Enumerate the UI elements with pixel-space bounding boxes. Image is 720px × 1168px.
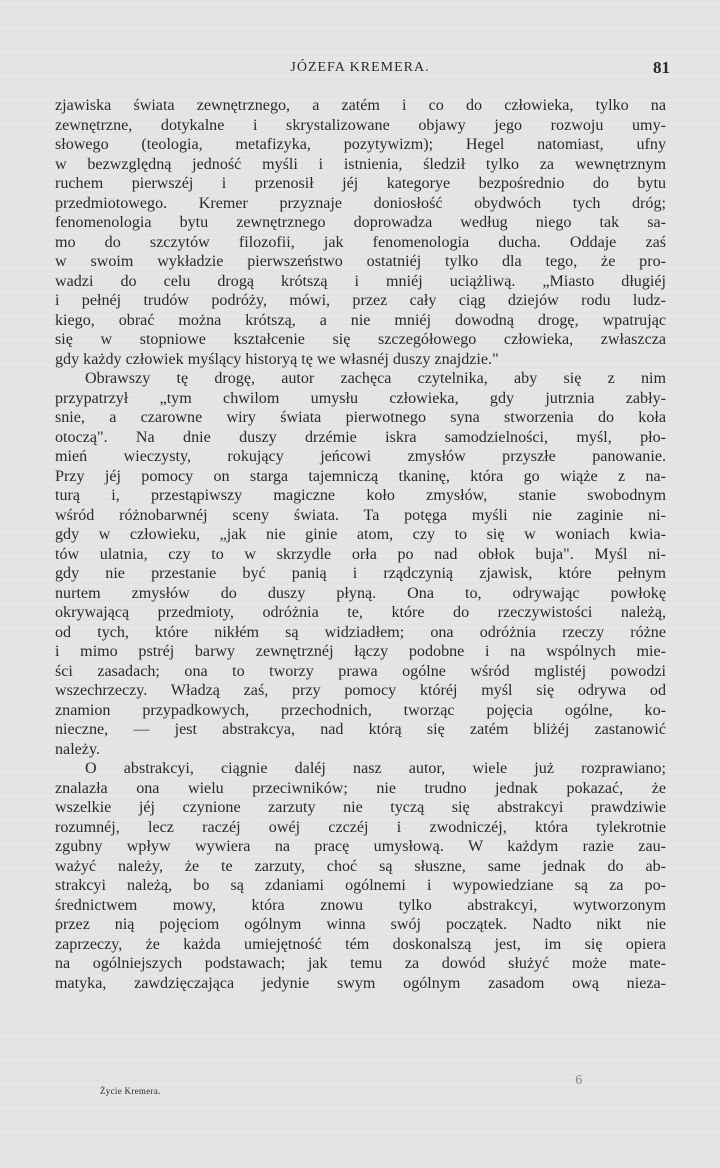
text-line: wszelkie jéj czynione zarzuty nie tyczą się abstrakcyi prawdziwie [55,799,666,816]
text-line: matyka, zawdzięczająca jedynie swym ogólnym zasadom ową nieza- [55,974,666,992]
text-line: na ogólniejszych podstawach; jak temu za dowód służyć może mate- [55,955,666,972]
text-line: O abstrakcyi, ciągnie daléj nasz autor, wiele już rozprawiano; [85,760,666,777]
text-line: nieczne, — jest abstrakcya, nad którą się zatém bliżéj zastanowić [55,721,666,738]
text-line: przedmiotowego. Kremer przyznaje doniosłość obydwóch tych dróg; [55,194,666,212]
text-line: fenomenologia bytu zewnętrznego doprowadza według niego tak sa- [55,214,666,231]
text-line: Przy jéj pomocy on starga tajemniczą tkaninę, która go wiąże z na- [55,467,666,485]
text-line: średnictwem mowy, która znowu tylko abstrakcyi, wytworzonym [55,896,666,914]
text-line: Obrawszy tę drogę, autor zachęca czytelnika, aby się z nim [85,370,666,387]
text-line: strakcyi należą, bo są zdaniami ogólnemi i wypowiedziane są za po- [55,877,666,894]
text-line: zaprzeczy, że każda umiejętność tém doskonalszą jest, im się opiera [55,935,666,953]
text-line: i mimo pstréj barwy zewnętrznéj łączy podobne i na wspólnych mie- [55,643,666,660]
text-line: gdy w człowieku, „jak nie ginie atom, czy to się w woniach kwia- [55,526,666,543]
text-line: ści zasadach; ona to tworzy prawa ogólne wśród mglistéj powodzi [55,662,666,680]
page-number: 81 [653,58,670,77]
text-line: znamion przypadkowych, przechodnich, tworząc pojęcia ogólne, ko- [55,701,666,719]
text-line: i pełnéj trudów podróży, mówi, przez cały ciąg dziejów rodu ludz- [55,292,666,309]
text-line: wszechrzeczy. Władzą zaś, przy pomocy któréj myśl się odrywa od [55,682,666,699]
text-line: nurtem zmysłów do duszy płyną. Ona to, odrywając powłokę [55,584,666,602]
body-text [55,96,666,993]
text-line: snie, a czarowne wiry świata pierwotnego syna stworzenia do koła [55,409,666,426]
text-line: okrywającą przedmioty, odróżnia te, które do rzeczywistości należą, [55,604,666,621]
text-line: otoczą". Na dnie duszy drzémie iskra samodzielności, myśl, pło- [55,428,666,446]
text-line: turą i, przestąpiwszy magiczne koło zmysłów, stanie swobodnym [55,487,666,504]
printer-mark: 6 [575,1073,583,1087]
text-line: znalazła ona wielu przeciwników; nie trudno jednak pokazać, że [55,779,666,797]
text-line: od tych, które nikłém są widziadłem; ona odróżnia rzeczy różne [55,623,666,641]
text-line: rozumnéj, lecz raczéj owéj czczéj i zwodniczéj, która tylekrotnie [55,818,666,836]
text-line: wadzi do celu drogą krótszą i mniéj uciążliwą. „Miasto długiéj [55,272,666,290]
text-line: się w stopniowe kształcenie się szczegółowego człowieka, zwłaszcza [55,331,666,348]
text-line: zjawiska świata zewnętrznego, a zatém i co do człowieka, tylko na [55,97,666,114]
text-line: w bezwzględną jedność myśli i istnienia, śledził tylko za wewnętrznym [55,155,666,173]
text-line: przez nią pojęciom ogólnym winna swój początek. Nadto nikt nie [55,916,666,933]
text-line: słowego (teologia, metafizyka, pozytywizm); Hegel natomiast, ufny [55,136,666,153]
text-line: wśród różnobarwnéj sceny świata. Ta potęga myśli nie zaginie ni- [55,506,666,524]
text-line: przypatrzył „tym chwilom umysłu człowieka, gdy jutrznia zabły- [55,389,666,407]
text-line: kiego, obrać można krótszą, a nie mniéj dowodną drogę, wpatrując [55,311,666,329]
text-line: ruchem pierwszéj i przenosił jéj kategorye bezpośrednio do bytu [55,175,666,192]
text-line: gdy nie przestanie być panią i rządczynią zjawisk, które pełnym [55,565,666,582]
text-line: ważyć należy, że te zarzuty, choć są słuszne, same jednak do ab- [55,857,666,875]
text-line: zgubny wpływ wywiera na pracę umysłową. W każdym razie zau- [55,838,666,855]
text-line: gdy każdy człowiek myślący historyą tę we własnéj duszy znajdzie." [55,350,499,368]
text-line: zewnętrzne, dotykalne i skrystalizowane objawy jego rozwoju umy- [55,116,666,134]
printer-signature: Życie Kremera. [100,1086,161,1096]
text-line: w swoim wykładzie pierwszeństwo ostatniéj tylko dla tego, że pro- [55,253,666,270]
text-line: mo do szczytów filozofii, jak fenomenologia ducha. Oddaje zaś [55,233,666,251]
page-header [54,58,670,86]
running-title: JÓZEFA KREMERA. [290,60,430,75]
text-line: mień wieczysty, rokujący jeńcowi zmysłów przyszłe panowanie. [55,448,666,465]
text-line: tów ulatnia, czy to w skrzydle orła po nad obłok buja". Myśl ni- [55,545,666,563]
text-line: należy. [55,740,100,758]
